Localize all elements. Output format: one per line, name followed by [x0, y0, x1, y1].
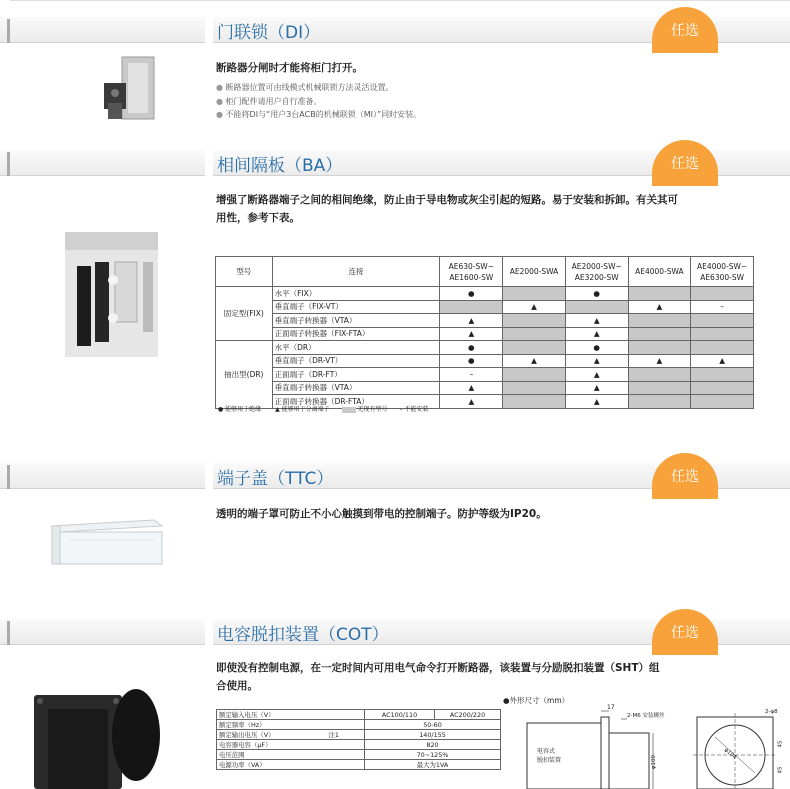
spec-note — [327, 740, 365, 750]
door-interlock-image — [92, 55, 164, 127]
spec-label: 电压范围 — [217, 750, 327, 760]
legend-triangle: ▲ 能够用于分离端子 — [275, 406, 330, 413]
availability-cell — [628, 381, 691, 395]
table-row — [217, 730, 501, 740]
spec-label: 电容器电容（μF） — [217, 740, 327, 750]
availability-cell: – — [440, 368, 503, 382]
spec-value: AC100/110 — [365, 710, 435, 720]
availability-cell — [691, 395, 754, 409]
optional-badge: 任选 — [652, 453, 718, 499]
connection-cell: 水平（DR） — [272, 341, 440, 355]
section-title-ttc: 端子盖（TTC） — [217, 469, 334, 489]
list-item: ● 不能将DI与“用户3台ACB的机械联锁（MI）”同时安装。 — [216, 108, 421, 122]
availability-cell: ● — [440, 287, 503, 301]
spec-value: 820 — [365, 740, 501, 750]
cot-description: 即使没有控制电源，在一定时间内可用电气命令打开断路器，该装置与分励脱扣装置（SHT）组 合使用。 — [216, 662, 660, 692]
availability-cell — [503, 287, 566, 301]
connection-cell: 垂直端子（DR-VT） — [272, 354, 440, 368]
availability-cell: ▲ — [565, 395, 628, 409]
availability-cell: ▲ — [503, 354, 566, 368]
row-group-label: 抽出型(DR) — [216, 341, 273, 409]
availability-cell — [503, 341, 566, 355]
terminal-cover-image — [46, 512, 166, 572]
spec-note — [327, 710, 365, 720]
section-title-ba: 相间隔板（BA） — [217, 156, 343, 176]
connection-cell: 水平（FIX） — [272, 287, 440, 301]
cot-spec-table — [216, 709, 501, 770]
dim-17: 17 — [607, 704, 615, 711]
connection-cell: 正面端子（DR-FT） — [272, 368, 440, 382]
table-row — [216, 381, 754, 395]
legend-dash: – 不能安装 — [399, 406, 429, 413]
spec-label: 额定输入电压（V） — [217, 710, 327, 720]
dim-hole: 2-φ8 — [765, 709, 778, 715]
availability-cell — [628, 368, 691, 382]
availability-cell: ▲ — [440, 395, 503, 409]
table-row — [217, 750, 501, 760]
connection-cell: 正面端子转换器（FIX-FTA） — [272, 327, 440, 341]
spec-note — [327, 760, 365, 770]
section-title-cot: 电容脱扣装置（COT） — [217, 625, 389, 645]
dim-box-label: 电容式 脱扣装置 — [537, 748, 562, 764]
availability-cell: ▲ — [691, 354, 754, 368]
table-row — [217, 710, 501, 720]
availability-cell: ▲ — [565, 314, 628, 328]
di-bullet-list — [216, 81, 421, 122]
spec-value: 50-60 — [365, 720, 501, 730]
availability-cell: ● — [440, 341, 503, 355]
availability-cell: ● — [565, 287, 628, 301]
availability-cell — [503, 381, 566, 395]
header-col-4: AE4000-SWA — [628, 257, 691, 287]
availability-cell: ● — [565, 341, 628, 355]
ba-description: 增强了断路器端子之间的相间绝缘，防止由于导电物或灰尘引起的短路。易于安装和拆卸。有关其可 用性，参考下表。 — [216, 194, 678, 224]
di-lead-text: 断路器分闸时才能将柜门打开。 — [216, 62, 363, 74]
spec-note: 注1 — [327, 730, 365, 740]
optional-badge: 任选 — [652, 609, 718, 655]
availability-cell — [691, 327, 754, 341]
table-legend — [218, 404, 428, 413]
dim-45b: 45 — [777, 766, 784, 774]
availability-cell: ▲ — [628, 354, 691, 368]
ba-availability-table — [215, 256, 754, 409]
availability-cell — [503, 314, 566, 328]
capacitor-trip-image — [28, 685, 163, 789]
table-row — [216, 341, 754, 355]
availability-cell — [628, 395, 691, 409]
availability-cell: ▲ — [440, 314, 503, 328]
header-col-2: AE2000-SWA — [503, 257, 566, 287]
legend-grey: 无现有型号 — [357, 406, 388, 413]
spec-value: AC200/220 — [435, 710, 501, 720]
availability-cell: ▲ — [565, 368, 628, 382]
spec-label: 额定频率（Hz） — [217, 720, 327, 730]
availability-cell: ▲ — [440, 381, 503, 395]
connection-cell: 垂直端子转换器（VTA） — [272, 381, 440, 395]
availability-cell — [628, 327, 691, 341]
spec-value: 70~125% — [365, 750, 501, 760]
list-item: ● 断路器位置可由线模式机械联锁方法灵活设置。 — [216, 81, 421, 95]
availability-cell — [691, 368, 754, 382]
availability-cell — [691, 287, 754, 301]
spec-label: 额定输出电压（V） — [217, 730, 327, 740]
table-row — [216, 287, 754, 301]
previous-section-edge — [10, 0, 790, 4]
connection-cell: 垂直端子（FIX-VT） — [272, 300, 440, 314]
availability-cell — [691, 314, 754, 328]
availability-cell — [503, 368, 566, 382]
optional-badge: 任选 — [652, 140, 718, 186]
availability-cell — [503, 327, 566, 341]
table-row — [216, 354, 754, 368]
spec-value: 最大为1VA — [365, 760, 501, 770]
legend-dot: ● 能够用于绝缘 — [218, 406, 262, 413]
dim-phi100: φ100 — [651, 754, 658, 770]
table-row — [216, 368, 754, 382]
availability-cell: ▲ — [565, 381, 628, 395]
availability-cell: – — [691, 300, 754, 314]
availability-cell — [628, 341, 691, 355]
connection-cell: 正面端子转换器（DR-FTA） — [272, 395, 440, 409]
header-col-3: AE2000-SW~ AE3200-SW — [565, 257, 628, 287]
table-row — [217, 740, 501, 750]
table-row — [216, 327, 754, 341]
table-row — [216, 300, 754, 314]
spec-value: 140/155 — [365, 730, 501, 740]
dimension-caption: ●外形尺寸（mm） — [503, 696, 570, 705]
phase-barrier-image — [63, 232, 160, 357]
connection-cell: 垂直端子转换器（VTA） — [272, 314, 440, 328]
spec-note — [327, 750, 365, 760]
row-group-label: 固定型(FIX) — [216, 287, 273, 341]
ttc-description: 透明的端子罩可防止不小心触摸到带电的控制端子。防护等级为IP20。 — [216, 508, 547, 520]
availability-cell — [503, 395, 566, 409]
availability-cell: ▲ — [565, 354, 628, 368]
availability-cell — [565, 300, 628, 314]
availability-cell — [628, 314, 691, 328]
spec-label: 电源功率（VA） — [217, 760, 327, 770]
dim-m6: 2-M6 安装螺丝 — [627, 713, 665, 719]
table-row — [217, 760, 501, 770]
header-col-5: AE4000-SW~ AE6300-SW — [691, 257, 754, 287]
legend-grey-swatch — [342, 407, 356, 413]
dim-45a: 45 — [777, 740, 784, 748]
availability-cell: ▲ — [628, 300, 691, 314]
table-row — [217, 720, 501, 730]
dimension-figure — [503, 695, 790, 789]
availability-cell — [691, 381, 754, 395]
spec-note — [327, 720, 365, 730]
header-col-1: AE630-SW~ AE1600-SW — [440, 257, 503, 287]
availability-cell: ● — [440, 354, 503, 368]
optional-badge: 任选 — [652, 7, 718, 53]
table-row — [216, 314, 754, 328]
availability-cell — [691, 341, 754, 355]
header-connection: 连接 — [272, 257, 440, 287]
availability-cell: ▲ — [440, 327, 503, 341]
dim-phi104: φ104 — [722, 747, 738, 761]
availability-cell — [440, 300, 503, 314]
availability-cell — [628, 287, 691, 301]
section-title-di: 门联锁（DI） — [217, 23, 321, 43]
header-model: 型号 — [216, 257, 273, 287]
list-item: ● 柜门配件请用户自行准备。 — [216, 95, 421, 109]
availability-cell: ▲ — [565, 327, 628, 341]
availability-cell: ▲ — [503, 300, 566, 314]
